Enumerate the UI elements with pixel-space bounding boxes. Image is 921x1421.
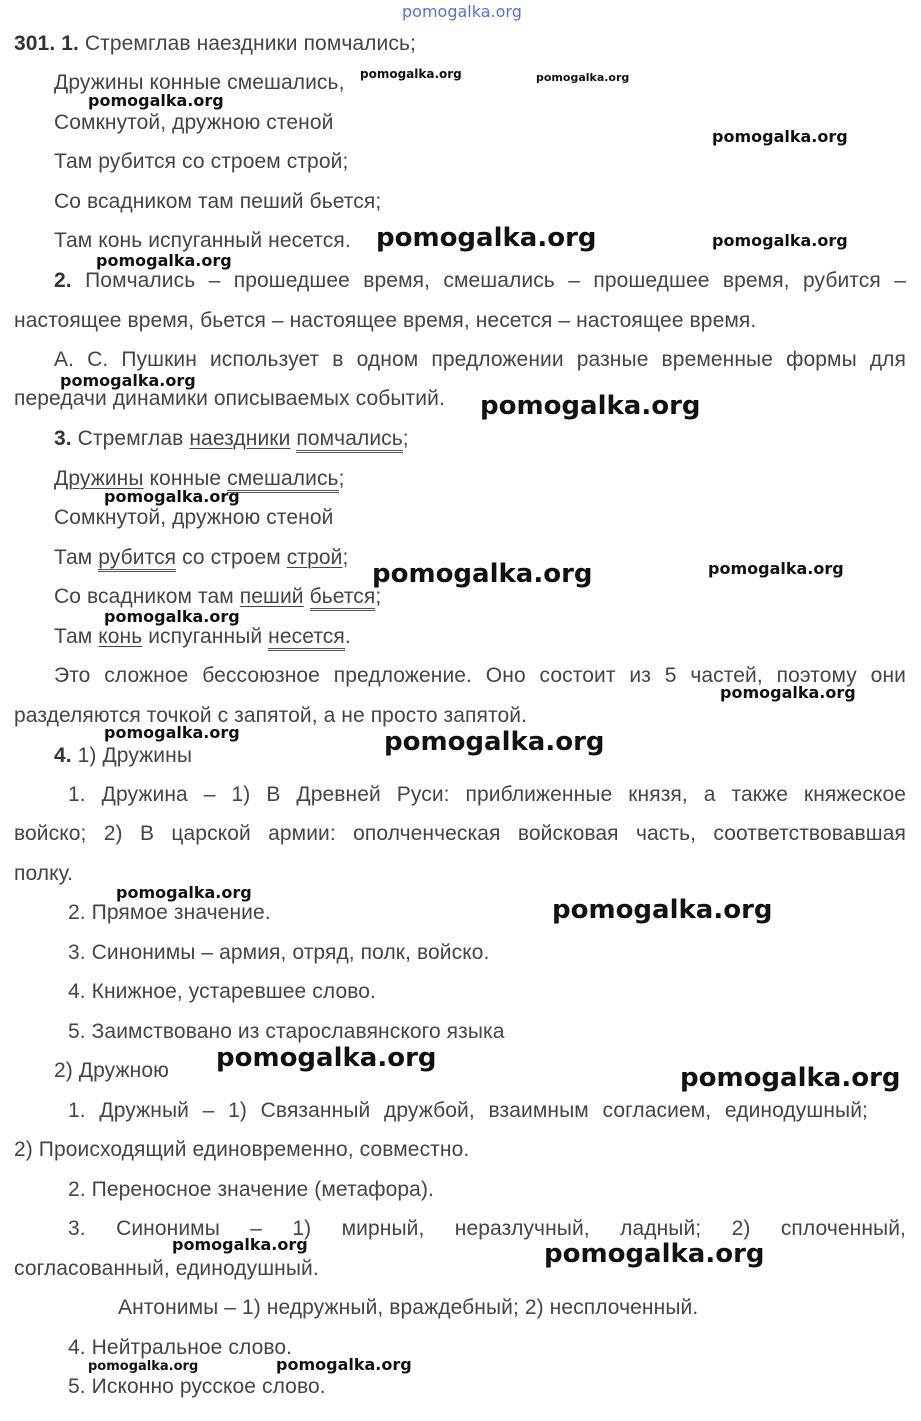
- attribute-word: конные: [143, 467, 228, 490]
- word: Со всадником там: [54, 585, 240, 608]
- analysis-line: Антонимы – 1) недружный, враждебный; 2) несплоченный.: [118, 1296, 699, 1319]
- parsed-poem-line: [54, 545, 348, 571]
- predicate-word: рубится: [98, 546, 176, 572]
- watermark: pomogalka.org: [680, 1063, 901, 1093]
- part-number: 3.: [54, 427, 72, 450]
- task-number: 301.: [14, 32, 56, 55]
- punct: ;: [342, 546, 349, 569]
- watermark: pomogalka.org: [88, 91, 224, 110]
- watermark: pomogalka.org: [536, 71, 630, 84]
- parsed-poem-line: [54, 624, 351, 650]
- subject-word: пеший: [239, 585, 304, 608]
- paragraph-text: Помчались – прошедшее время, смешались – прошедшее время, рубится –: [85, 269, 907, 292]
- watermark: pomogalka.org: [216, 1043, 437, 1073]
- watermark: pomogalka.org: [372, 559, 593, 589]
- space: [304, 585, 310, 608]
- word: испуганный: [142, 625, 269, 648]
- parsed-poem-line: [54, 426, 409, 452]
- watermark: pomogalka.org: [104, 487, 240, 506]
- paragraph-line: разделяются точкой с запятой, а не просто запятой.: [14, 704, 528, 727]
- subject-word: строй: [286, 546, 343, 569]
- watermark: pomogalka.org: [544, 1239, 765, 1269]
- analysis-line: войско; 2) В царской армии: ополченческая войсковая часть, соответствовавшая: [14, 822, 906, 845]
- analysis-line: 2. Прямое значение.: [68, 901, 271, 924]
- word: Стремглав: [77, 427, 190, 450]
- watermark: pomogalka.org: [384, 727, 605, 757]
- watermark: pomogalka.org: [480, 391, 701, 421]
- punct: .: [344, 625, 351, 648]
- poem-line: Там конь испуганный несется.: [54, 229, 351, 252]
- parsed-poem-line: Сомкнутой, дружною стеной: [54, 506, 334, 529]
- analysis-line: 5. Заимствовано из старославянского языка: [68, 1020, 505, 1043]
- punct: ;: [375, 585, 382, 608]
- punct: ;: [338, 467, 345, 490]
- analysis-line: 5. Исконно русское слово.: [68, 1375, 326, 1398]
- watermark: pomogalka.org: [172, 1235, 308, 1254]
- watermark: pomogalka.org: [104, 607, 240, 626]
- watermark: pomogalka.org: [712, 127, 848, 146]
- analysis-line: 2) Происходящий единовременно, совместно.: [14, 1138, 470, 1161]
- watermark: pomogalka.org: [708, 559, 844, 578]
- watermark: pomogalka.org: [402, 2, 522, 21]
- analysis-line: 2. Переносное значение (метафора).: [68, 1178, 434, 1201]
- poem-line: Дружины конные смешались,: [54, 71, 345, 94]
- punct: ;: [402, 427, 409, 450]
- word-title: 1) Дружины: [77, 744, 193, 767]
- word: Там: [54, 625, 99, 648]
- poem-line: Сомкнутой, дружною стеной: [54, 111, 334, 134]
- paragraph-line: Это сложное бессоюзное предложение. Оно состоит из 5 частей, поэтому они: [54, 664, 906, 687]
- predicate-word: несется: [268, 625, 345, 651]
- analysis-line: 4. Книжное, устаревшее слово.: [68, 980, 376, 1003]
- word-heading: [54, 743, 192, 769]
- paragraph-line: настоящее время, бьется – настоящее время, несется – настоящее время.: [14, 309, 757, 332]
- word: со строем: [176, 546, 287, 569]
- part-number: 2.: [54, 269, 72, 292]
- poem-text: Стремглав наездники помчались;: [84, 32, 416, 55]
- watermark: pomogalka.org: [60, 371, 196, 390]
- analysis-line: 4. Нейтральное слово.: [68, 1336, 293, 1359]
- watermark: pomogalka.org: [712, 231, 848, 250]
- watermark: pomogalka.org: [360, 67, 462, 81]
- predicate-word: смешались: [227, 467, 338, 493]
- paragraph-line: передачи динамики описываемых событий.: [14, 387, 445, 410]
- predicate-word: помчались: [296, 427, 402, 453]
- part-number: 1.: [61, 32, 79, 55]
- analysis-line: 1. Дружина – 1) В Древней Руси: приближенные князя, а также княжеское: [68, 783, 906, 806]
- word-title: 2) Дружною: [54, 1059, 169, 1082]
- part-number: 4.: [54, 744, 72, 767]
- watermark: pomogalka.org: [88, 1359, 199, 1374]
- watermark: pomogalka.org: [104, 723, 240, 742]
- word: Там: [54, 546, 99, 569]
- watermark: pomogalka.org: [376, 223, 597, 253]
- paragraph-line: А. С. Пушкин использует в одном предложении разные временные формы для: [54, 348, 906, 371]
- subject-word: Дружины: [54, 467, 144, 490]
- subject-word: конь: [98, 625, 143, 648]
- analysis-line: 3. Синонимы – 1) мирный, неразлучный, ладный; 2) сплоченный,: [68, 1217, 906, 1240]
- analysis-line: 3. Синонимы – армия, отряд, полк, войско.: [68, 941, 490, 964]
- poem-line: [14, 31, 416, 57]
- watermark: pomogalka.org: [720, 683, 856, 702]
- predicate-word: бьется: [310, 585, 376, 611]
- watermark: pomogalka.org: [96, 251, 232, 270]
- analysis-line: 1. Дружный – 1) Связанный дружбой, взаимным согласием, единодушный;: [68, 1099, 868, 1122]
- analysis-line: полку.: [14, 862, 74, 885]
- paragraph-line: [14, 268, 906, 294]
- watermark: pomogalka.org: [116, 883, 252, 902]
- subject-word: наездники: [189, 427, 291, 450]
- analysis-line: согласованный, единодушный.: [14, 1257, 319, 1280]
- poem-line: Там рубится со строем строй;: [54, 150, 349, 173]
- watermark: pomogalka.org: [552, 895, 773, 925]
- watermark: pomogalka.org: [276, 1355, 412, 1374]
- poem-line: Со всадником там пеший бьется;: [54, 190, 382, 213]
